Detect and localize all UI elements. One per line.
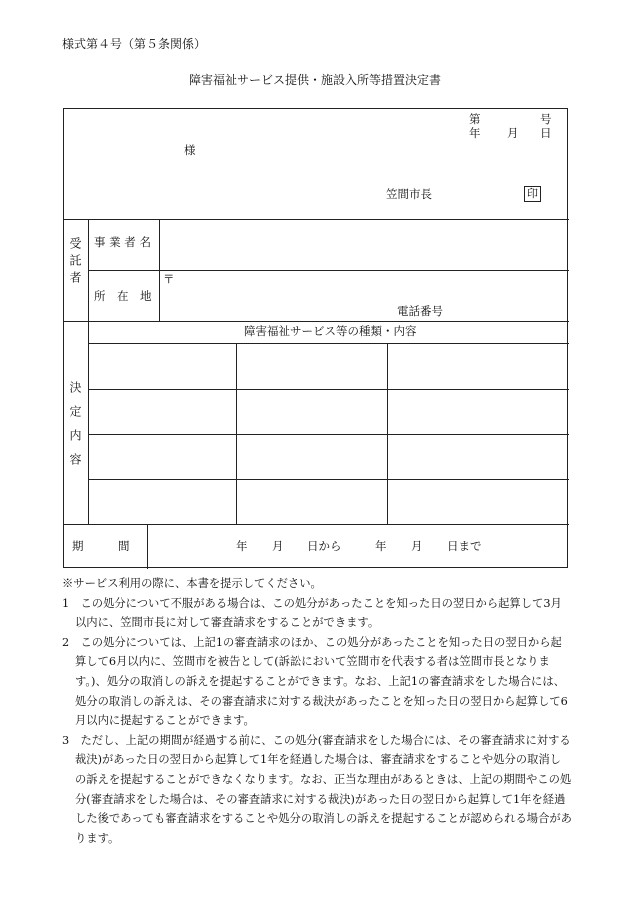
row-divider	[88, 270, 569, 271]
column-divider	[159, 219, 160, 321]
period-year-2: 年	[375, 539, 387, 553]
row-divider	[64, 524, 569, 525]
contractor-group-label: 受託者	[68, 237, 82, 288]
column-divider	[88, 219, 89, 524]
business-name-label: 事 業 者 名	[94, 235, 151, 249]
row-divider	[88, 389, 569, 390]
period-month-1: 月	[272, 539, 284, 553]
column-divider	[236, 343, 237, 524]
decision-group-label: 決定内容	[68, 381, 82, 477]
date-month: 月	[507, 126, 519, 140]
row-divider	[88, 434, 569, 435]
postal-mark: 〒	[163, 272, 175, 286]
note-item-2: 2 この処分については、上記1の審査請求のほか、この処分があったことを知った日の翌日から起算して6月以内に、笠間市を被告として(訴訟において笠間市を代表する者は笠間市長となります。)、処分の取消しの訴えを提起することができます。なお、上記1の審査請求をした場合には、処分の取消しの訴えは、その審査請求に対する裁決があったことを知った日の翌日から起算して6月以内に提起することができます。	[62, 635, 568, 728]
period-day-from: 日から	[307, 539, 342, 553]
decision-column-header: 障害福祉サービス等の種類・内容	[244, 324, 417, 338]
row-divider	[64, 219, 569, 220]
notes-section	[62, 574, 572, 848]
form-id: 様式第４号（第５条関係）	[62, 37, 207, 51]
phone-label: 電話番号	[397, 304, 443, 318]
note-item-3: 3 ただし、上記の期間が経過する前に、この処分(審査請求をした場合には、その審査請求に対する裁決)があった日の翌日から起算して1年を経過した場合は、審査請求をすることや処分の取消しの訴えを提起することができなくなります。なお、正当な理由があるときは、上記の期間やこの処分(審査請求をした場合は、その審査請求に対する裁決)があった日の翌日から起算して1年を経過した後であっても審査請求をすることや処分の取消しの訴えを提起することが認められる場合があります。	[62, 733, 572, 845]
period-year-1: 年	[236, 539, 248, 553]
document-title: 障害福祉サービス提供・施設入所等措置決定書	[188, 73, 441, 87]
date-day: 日	[540, 126, 552, 140]
row-divider	[88, 479, 569, 480]
number-suffix: 号	[540, 112, 552, 126]
period-label: 期 間	[72, 539, 130, 553]
column-divider	[387, 343, 388, 524]
row-divider	[88, 343, 569, 344]
addressee-suffix: 様	[184, 143, 196, 157]
note-item-1: 1 この処分について不服がある場合は、この処分があったことを知った日の翌日から起算して3月以内に、笠間市長に対して審査請求をすることができます。	[62, 596, 562, 630]
location-label: 所 在 地	[94, 289, 152, 303]
period-month-2: 月	[411, 539, 423, 553]
date-year: 年	[469, 126, 481, 140]
issuer-name: 笠間市長	[386, 187, 432, 201]
number-label: 第	[469, 112, 481, 126]
decision-form-table	[63, 108, 568, 568]
column-divider	[147, 524, 148, 569]
seal-mark: 印	[524, 186, 541, 202]
notes-intro: ※サービス利用の際に、本書を提示してください。	[62, 577, 322, 590]
row-divider	[64, 321, 569, 322]
period-day-to: 日まで	[447, 539, 482, 553]
